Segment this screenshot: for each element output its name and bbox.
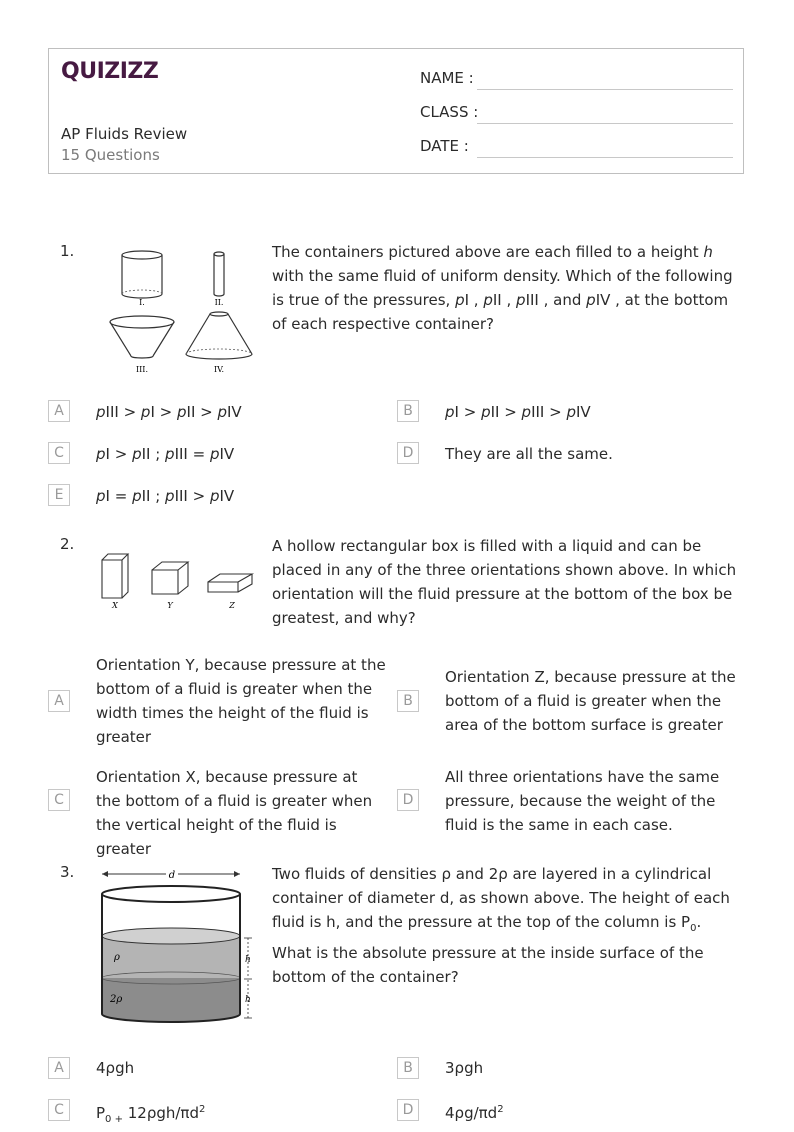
q3-option-c[interactable]: $P_{0 +}$ $12\rho gh/\pi d^2$ bbox=[96, 1104, 206, 1125]
class-label: CLASS : bbox=[420, 103, 479, 121]
name-input-line[interactable] bbox=[477, 89, 733, 90]
fig-label-y: Y bbox=[167, 601, 173, 610]
question-1-text: The containers pictured above are each filled to a height h with the same fluid of uniform density. Which of the following is true of the pressures, pI , pII , pIII , and pIV , at the bottom of each respective container? bbox=[272, 243, 733, 333]
question-1-number: 1. bbox=[60, 242, 75, 260]
fig-label-2rho: 2ρ bbox=[110, 994, 123, 1005]
option-letter-a[interactable]: A bbox=[48, 400, 70, 422]
fig-label-x: X bbox=[112, 601, 118, 610]
q1-option-c[interactable]: pI > pII ; pIII = pIV bbox=[96, 445, 235, 463]
option-letter-d[interactable]: D bbox=[397, 442, 419, 464]
worksheet-header bbox=[48, 48, 744, 174]
option-letter-a[interactable]: A bbox=[48, 1057, 70, 1079]
fig-label-ii: II. bbox=[214, 298, 224, 307]
option-letter-d[interactable]: D bbox=[397, 1099, 419, 1121]
q3-option-d[interactable]: $4\rho g/\pi d^2$ bbox=[445, 1104, 504, 1122]
option-letter-c[interactable]: C bbox=[48, 442, 70, 464]
option-letter-d[interactable]: D bbox=[397, 789, 419, 811]
fig-label-iii: III. bbox=[135, 365, 149, 374]
question-3-text: Two fluids of densities ρ and 2ρ are layered in a cylindrical container of diameter d, as shown above. The height of each fluid is h, and the pressure at the top of the column is $P_0$. What is the absolute pressure at the inside surface of the bottom of the container? bbox=[272, 865, 730, 986]
fig-label-rho: ρ bbox=[114, 952, 120, 963]
fig-label-d: d bbox=[168, 870, 176, 881]
q3-option-a[interactable]: 4ρgh bbox=[96, 1059, 135, 1077]
fig-label-i: I. bbox=[139, 298, 145, 307]
question-count: 15 Questions bbox=[61, 146, 160, 164]
fig-label-h-top: h bbox=[245, 955, 251, 965]
fig-label-z: Z bbox=[229, 601, 235, 610]
option-letter-c[interactable]: C bbox=[48, 1099, 70, 1121]
question-2-figure bbox=[96, 548, 260, 614]
option-letter-c[interactable]: C bbox=[48, 789, 70, 811]
q1-option-d[interactable]: They are all the same. bbox=[445, 445, 613, 463]
option-letter-b[interactable]: B bbox=[397, 690, 419, 712]
option-letter-b[interactable]: B bbox=[397, 400, 419, 422]
q2-option-c[interactable]: Orientation X, because pressure at the bottom of a fluid is greater when the vertical height of the fluid is greater bbox=[96, 768, 373, 858]
date-input-line[interactable] bbox=[477, 157, 733, 158]
q1-option-b[interactable]: pI > pII > pIII > pIV bbox=[445, 403, 591, 421]
fig-label-h-bottom: h bbox=[245, 995, 251, 1005]
q1-option-a[interactable]: pIII > pI > pII > pIV bbox=[96, 403, 242, 421]
question-3-number: 3. bbox=[60, 863, 75, 881]
date-label: DATE : bbox=[420, 137, 469, 155]
q3-option-b[interactable]: 3ρgh bbox=[445, 1059, 484, 1077]
name-label: NAME : bbox=[420, 69, 474, 87]
q2-option-a[interactable]: Orientation Y, because pressure at the bottom of a fluid is greater when the width times the height of the fluid is greater bbox=[96, 656, 386, 746]
option-letter-e[interactable]: E bbox=[48, 484, 70, 506]
question-2-number: 2. bbox=[60, 535, 75, 553]
option-letter-a[interactable]: A bbox=[48, 690, 70, 712]
question-1-figure bbox=[100, 244, 264, 378]
class-input-line[interactable] bbox=[477, 123, 733, 124]
quiz-title: AP Fluids Review bbox=[61, 125, 188, 143]
question-2-text: A hollow rectangular box is filled with a liquid and can be placed in any of the three orientations shown above. In which orientation will the fluid pressure at the bottom of the box be greatest, and why? bbox=[272, 537, 737, 627]
question-3-figure bbox=[96, 866, 260, 1030]
fig-label-iv: IV. bbox=[213, 365, 225, 374]
option-letter-b[interactable]: B bbox=[397, 1057, 419, 1079]
quizizz-logo: QUIZIZZ bbox=[61, 59, 159, 84]
q2-option-b[interactable]: Orientation Z, because pressure at the bottom of a fluid is greater when the area of the bottom surface is greater bbox=[445, 668, 736, 734]
q1-option-e[interactable]: pI = pII ; pIII > pIV bbox=[96, 487, 235, 505]
q2-option-d[interactable]: All three orientations have the same pressure, because the weight of the fluid is the same in each case. bbox=[445, 768, 720, 834]
